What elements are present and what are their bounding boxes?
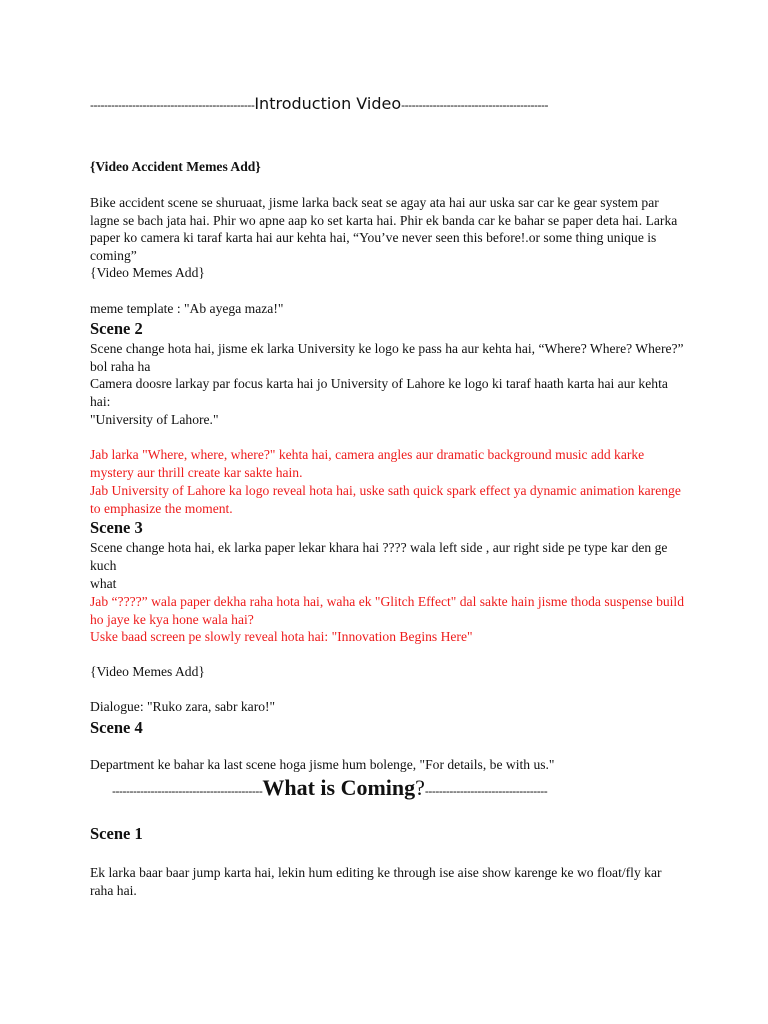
scene3-dialogue: Dialogue: "Ruko zara, sabr karo!" bbox=[90, 699, 276, 714]
intro-paragraph: Bike accident scene se shuruaat, jisme larka back seat se agay ata hai aur uska sar car ke gear system par lagne se bach jata hai. Phir wo apne aap ko set karta hai. Phir ek banda car ke bahar se paper deta hai. Larka paper ko camera ki taraf karta hai aur kehta hai, “You’ve never seen this before!.or some thing unique is coming” bbox=[90, 195, 678, 263]
intro-header bbox=[90, 94, 548, 114]
scene4-paragraph: Department ke bahar ka last scene hoga jisme hum bolenge, "For details, be with us." bbox=[90, 757, 555, 772]
scene2-paragraph-3: "University of Lahore." bbox=[90, 412, 219, 427]
intro-tag-memes: {Video Memes Add} bbox=[90, 265, 205, 280]
scene2-heading: Scene 2 bbox=[90, 319, 143, 338]
coming-left-dashes: ------------------------------------------- bbox=[112, 784, 263, 798]
scene2-note-1: Jab larka "Where, where, where?" kehta hai, camera angles aur dramatic background music add karke mystery aur thrill create kar sakte hain. bbox=[90, 447, 645, 480]
scene2-note-2: Jab University of Lahore ka logo reveal hota hai, uske sath quick spark effect ya dynamic animation karenge to emphasize the moment. bbox=[90, 483, 681, 516]
scene3-note-2: Uske baad screen pe slowly reveal hota hai: "Innovation Begins Here" bbox=[90, 629, 473, 644]
intro-left-dashes: ----------------------------------------------- bbox=[90, 98, 255, 112]
intro-title: Introduction Video bbox=[254, 94, 402, 113]
intro-tag-accident: {Video Accident Memes Add} bbox=[90, 159, 261, 174]
scene2-paragraph-2: Camera doosre larkay par focus karta hai jo University of Lahore ke logo ki taraf haath karta hai aur kehta hai: bbox=[90, 376, 668, 409]
scene3-paragraph-1: Scene change hota hai, ek larka paper lekar khara hai ???? wala left side , aur right side pe type kar den ge kuch bbox=[90, 540, 668, 573]
coming-title: What is Coming bbox=[262, 775, 416, 800]
coming-scene1-heading: Scene 1 bbox=[90, 824, 143, 843]
intro-right-dashes: ------------------------------------------ bbox=[401, 98, 548, 112]
scene3-note-1: Jab “????” wala paper dekha raha hota hai, waha ek "Glitch Effect" dal sakte hain jisme thoda suspense build ho jaye ke kya hone wala hai? bbox=[90, 594, 685, 627]
coming-header bbox=[112, 775, 547, 801]
coming-question-mark: ? bbox=[415, 775, 425, 800]
scene3-heading: Scene 3 bbox=[90, 518, 143, 537]
scene3-paragraph-what: what bbox=[90, 576, 117, 591]
scene3-tag-memes: {Video Memes Add} bbox=[90, 664, 205, 679]
coming-right-dashes: ----------------------------------- bbox=[424, 784, 548, 798]
coming-scene1-paragraph: Ek larka baar baar jump karta hai, lekin hum editing ke through ise aise show karenge ke wo float/fly kar raha hai. bbox=[90, 865, 662, 898]
intro-meme-template: meme template : "Ab ayega maza!" bbox=[90, 301, 284, 316]
scene2-paragraph-1: Scene change hota hai, jisme ek larka University ke logo ke pass ha aur kehta hai, “Where? Where? Where?” bol raha ha bbox=[90, 341, 684, 374]
scene4-heading: Scene 4 bbox=[90, 718, 143, 737]
